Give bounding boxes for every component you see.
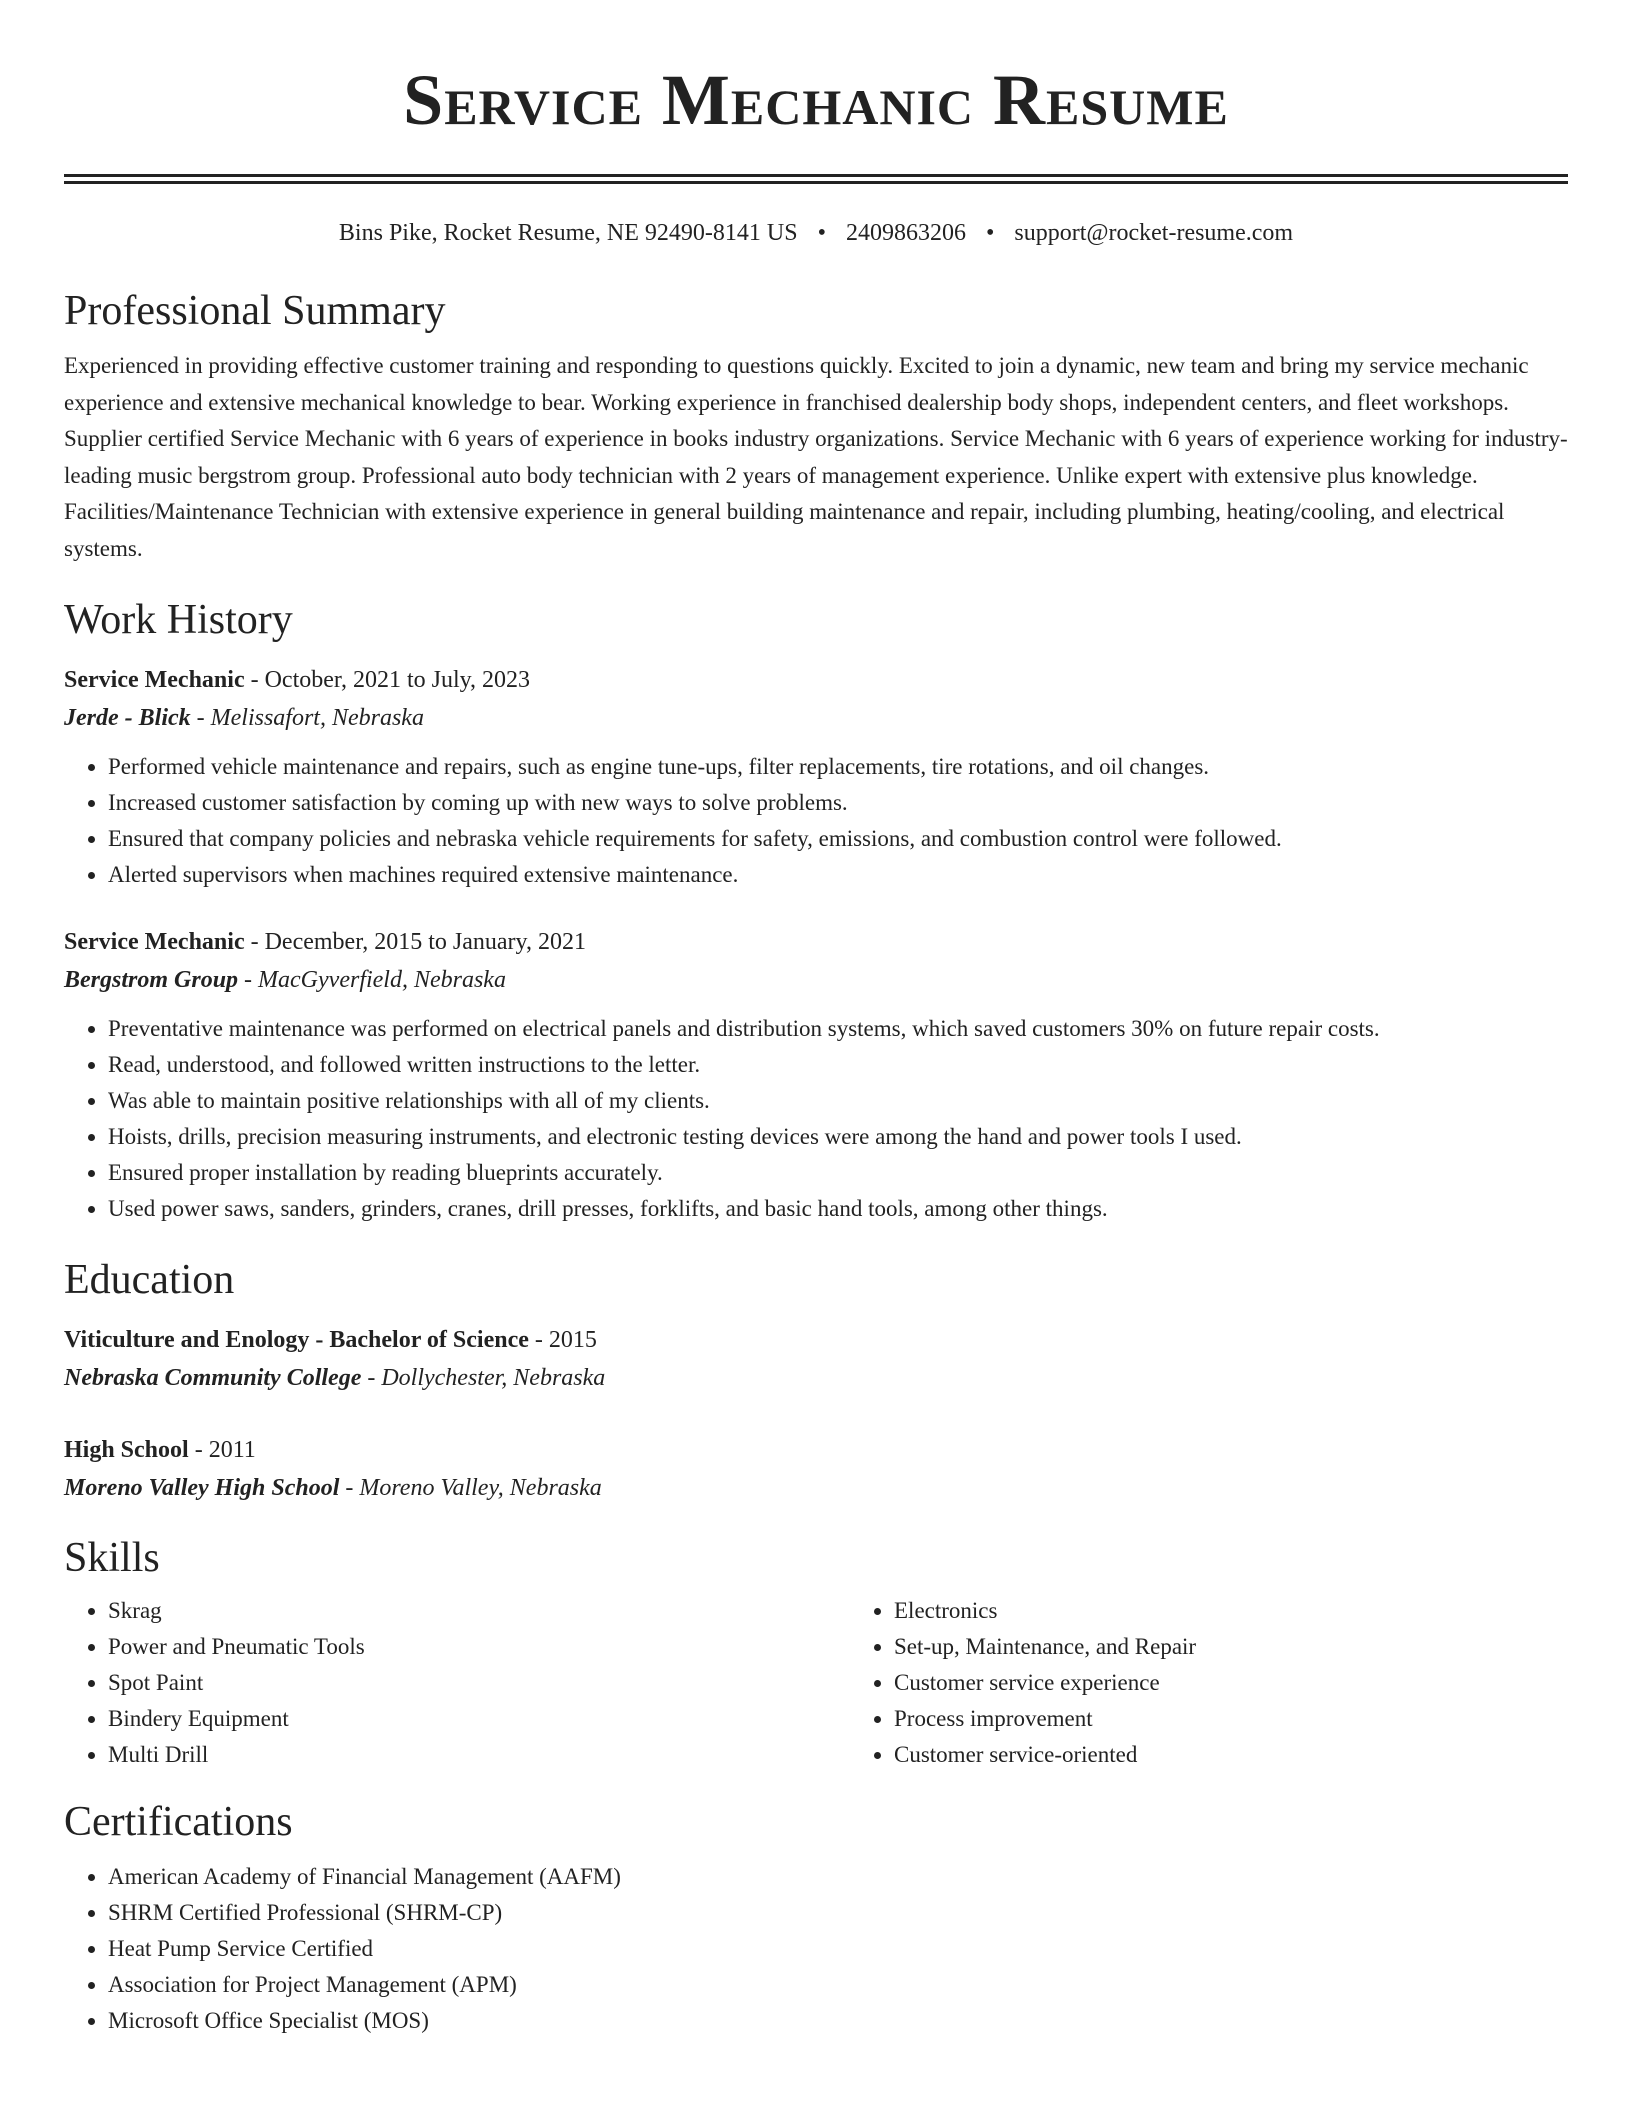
- job-bullet: • Performed vehicle maintenance and repairs, such as engine tune-ups, filter replacements, tire rotations, and oil changes.: [108, 749, 1568, 785]
- certification-item: • SHRM Certified Professional (SHRM-CP): [108, 1895, 1568, 1931]
- certification-item: • Microsoft Office Specialist (MOS): [108, 2003, 1568, 2039]
- education-degree: Viticulture and Enology - Bachelor of Science: [64, 1326, 529, 1353]
- education-degree-line: [64, 1321, 1568, 1359]
- job-bullet: • Used power saws, sanders, grinders, cranes, drill presses, forklifts, and basic hand tools, among other things.: [108, 1191, 1568, 1227]
- job-bullet: • Increased customer satisfaction by coming up with new ways to solve problems.: [108, 785, 1568, 821]
- skill-item: • Process improvement: [894, 1701, 1632, 1737]
- contact-email: support@rocket-resume.com: [1014, 220, 1294, 246]
- skill-item: • Skrag: [108, 1593, 850, 1629]
- job-bullets: [64, 749, 1568, 893]
- job-company: Bergstrom Group: [64, 966, 239, 993]
- education-year: - 2015: [528, 1326, 597, 1353]
- contact-separator: •: [985, 220, 995, 246]
- summary-text: Experienced in providing effective customer training and responding to questions quickly. Excited to join a dynamic, new team and bring my service mechanic experience and extensive mechanical knowledge to bear. Working experience in franchised dealership body shops, independent centers, and fleet workshops. Supplier certified Service Mechanic with 6 years of experience in books industry organizations. Service Mechanic with 6 years of experience working for industry-leading music bergstrom group. Professional auto body technician with 2 years of management experience. Unlike expert with extensive plus knowledge. Facilities/Maintenance Technician with extensive experience in general building maintenance and repair, including plumbing, heating/cooling, and electrical systems.: [64, 353, 1568, 561]
- certifications-list: [64, 1859, 1568, 2039]
- skill-item: • Spot Paint: [108, 1665, 850, 1701]
- education-location: - Moreno Valley, Nebraska: [339, 1474, 602, 1501]
- job-location: - Melissafort, Nebraska: [190, 704, 424, 731]
- job-company-line: [64, 699, 1568, 737]
- skills-columns: [64, 1593, 1568, 1773]
- skill-item: • Customer service experience: [894, 1665, 1632, 1701]
- skill-item: • Customer service-oriented: [894, 1737, 1632, 1773]
- skills-right-column: [850, 1593, 1632, 1773]
- certification-item: • Association for Project Management (APM): [108, 1967, 1568, 2003]
- education-school-line: [64, 1359, 1568, 1397]
- education-school-line: [64, 1469, 1568, 1507]
- skill-item: • Multi Drill: [108, 1737, 850, 1773]
- job-bullet: • Hoists, drills, precision measuring instruments, and electronic testing devices were among the hand and power tools I used.: [108, 1119, 1568, 1155]
- resume-title: Service Mechanic Resume: [403, 60, 1229, 140]
- job-bullet: • Preventative maintenance was performed on electrical panels and distribution systems, which saved customers 30% on future repair costs.: [108, 1011, 1568, 1047]
- job-title: Service Mechanic: [64, 666, 245, 693]
- education-entry: [64, 1431, 1568, 1507]
- skills-heading: Skills: [64, 1534, 160, 1581]
- education-location: - Dollychester, Nebraska: [361, 1364, 606, 1391]
- skills-left-column: [64, 1593, 850, 1773]
- job-location: - MacGyverfield, Nebraska: [238, 966, 506, 993]
- work-history-heading: Work History: [64, 596, 293, 643]
- contact-phone: 2409863206: [845, 220, 966, 246]
- education-year: - 2011: [188, 1436, 256, 1463]
- skill-item: • Set-up, Maintenance, and Repair: [894, 1629, 1632, 1665]
- job-entry: [64, 661, 1568, 893]
- job-company-line: [64, 961, 1568, 999]
- job-bullet: • Ensured proper installation by reading blueprints accurately.: [108, 1155, 1568, 1191]
- education-heading: Education: [64, 1256, 235, 1303]
- job-bullet: • Was able to maintain positive relationships with all of my clients.: [108, 1083, 1568, 1119]
- job-bullet: • Ensured that company policies and nebraska vehicle requirements for safety, emissions, and combustion control were followed.: [108, 821, 1568, 857]
- job-bullet: • Read, understood, and followed written instructions to the letter.: [108, 1047, 1568, 1083]
- job-bullets: [64, 1011, 1568, 1227]
- certification-item: • Heat Pump Service Certified: [108, 1931, 1568, 1967]
- job-title: Service Mechanic: [64, 928, 245, 955]
- skill-item: • Power and Pneumatic Tools: [108, 1629, 850, 1665]
- contact-address: Bins Pike, Rocket Resume, NE 92490-8141 US: [338, 220, 798, 246]
- contact-line: [64, 218, 1568, 248]
- job-dates: - December, 2015 to January, 2021: [244, 928, 586, 955]
- education-entry: [64, 1321, 1568, 1397]
- certifications-heading: Certifications: [64, 1798, 293, 1845]
- job-title-line: [64, 923, 1568, 961]
- job-title-line: [64, 661, 1568, 699]
- title-double-rule: [64, 174, 1568, 184]
- skill-item: • Electronics: [894, 1593, 1632, 1629]
- certification-item: • American Academy of Financial Management (AAFM): [108, 1859, 1568, 1895]
- contact-separator: •: [817, 220, 826, 246]
- job-entry: [64, 923, 1568, 1227]
- job-bullet: • Alerted supervisors when machines required extensive maintenance.: [108, 857, 1568, 893]
- education-degree: High School: [64, 1436, 189, 1463]
- education-degree-line: [64, 1431, 1568, 1469]
- skill-item: • Bindery Equipment: [108, 1701, 850, 1737]
- job-company: Jerde - Blick: [64, 704, 191, 731]
- summary-heading: Professional Summary: [64, 288, 446, 334]
- education-school: Nebraska Community College: [64, 1364, 362, 1391]
- job-dates: - October, 2021 to July, 2023: [244, 666, 531, 693]
- certifications-section: [64, 1859, 1568, 2039]
- education-school: Moreno Valley High School: [64, 1474, 340, 1501]
